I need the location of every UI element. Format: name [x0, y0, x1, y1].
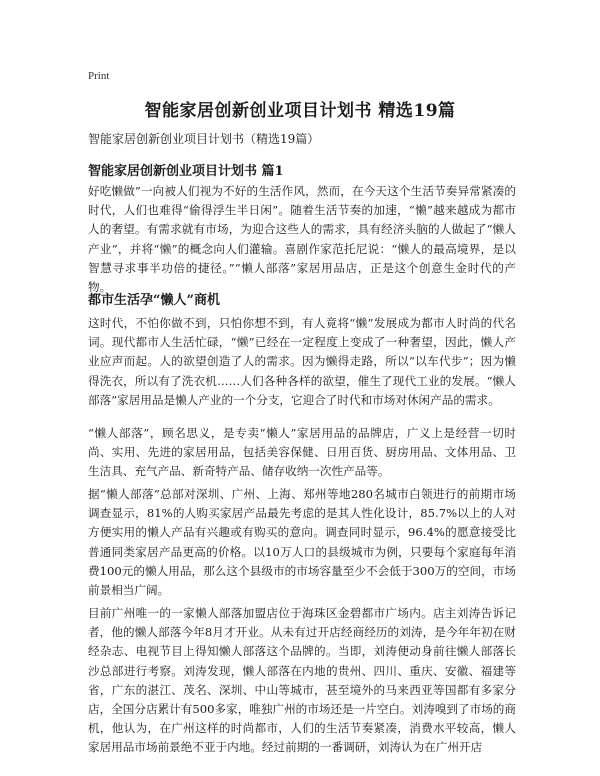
paragraph-1: 好吃懒做”一向被人们视为不好的生活作风，然而，在今天这个生活节奏异常紧凑的时代，人们也难得“偷得浮生半日闲”。随着生活节奏的加速，“懒”越来越成为都市人的奢望。有需求就有市场，为迎合这些人的需求，具有经济头脑的人做起了“懒人产业”，并将“懒”的概念向人们灌输。喜剧作家范托尼说：“懒人的最高境界，是以智慧寻求事半功倍的捷径。”“懒人部落”家居用品店，正是这个创意生金时代的产物。	[88, 184, 516, 295]
document-subtitle: 智能家居创新创业项目计划书（精选19篇）	[88, 132, 320, 146]
print-label: Print	[88, 70, 110, 82]
section-heading-2: 都市生活孕“懒人”商机	[88, 293, 220, 308]
paragraph-5: 目前广州唯一的一家懒人部落加盟店位于海珠区金碧都市广场内。店主刘涛告诉记者，他的懒人部落今年8月才开业。从未有过开店经商经历的刘涛，是今年年初在财经杂志、电视节目上得知懒人部落这个品牌的。当即，刘涛便动身前往懒人部落长沙总部进行考察。刘涛发现，懒人部落在内地的贵州、四川、重庆、安徽、福建等省，广东的湛江、茂名、深圳、中山等城市，甚至境外的马来西亚等国都有多家分店，全国分店累计有500多家，唯独广州的市场还是一片空白。刘涛嗅到了市场的商机，他认为，在广州这样的时尚都市，人们的生活节奏紧凑，消费水平较高，懒人家居用品市场前景绝不亚于内地。经过前期的一番调研，刘涛认为在广州开店	[88, 606, 516, 755]
section-heading-1: 智能家居创新创业项目计划书 篇1	[88, 164, 284, 179]
paragraph-3: “懒人部落”，顾名思义，是专卖“懒人”家居用品的品牌店，广义上是经营一切时尚、实用、先进的家居用品，包括美容保健、日用百货、厨房用品、文体用品、卫生洁具、充气产品、新奇特产品、储存收纳一次性产品等。	[88, 426, 516, 479]
paragraph-2: 这时代，不怕你做不到，只怕你想不到，有人竟将“懒”发展成为都市人时尚的代名词。现代都市人生活忙碌，“懒”已经在一定程度上变成了一种奢望，因此，懒人产业应声而起。人的欲望创造了人的需求。因为懒得走路，所以“以车代步”；因为懒得洗衣，所以有了洗衣机……人们各种各样的欲望，催生了现代工业的发展。“懒人部落”家居用品是懒人产业的一个分支，它迎合了时代和市场对休闲产品的需求。	[88, 316, 516, 407]
document-title: 智能家居创新创业项目计划书 精选19篇	[144, 101, 456, 121]
paragraph-4: 据“懒人部落”总部对深圳、广州、上海、郑州等地280名城市白领进行的前期市场调查显示，81%的人购买家居产品最先考虑的是其人性化设计，85.7%以上的人对方便实用的懒人产品有兴趣或有购买的意向。调查同时显示，96.4%的愿意接受比普通同类家居产品更高的价格。以10万人口的县级城市为例，只要每个家庭每年消费100元的懒人用品，那么这个县级市的市场容量至少不会低于300万的空间，市场前景相当广阔。	[88, 487, 516, 598]
